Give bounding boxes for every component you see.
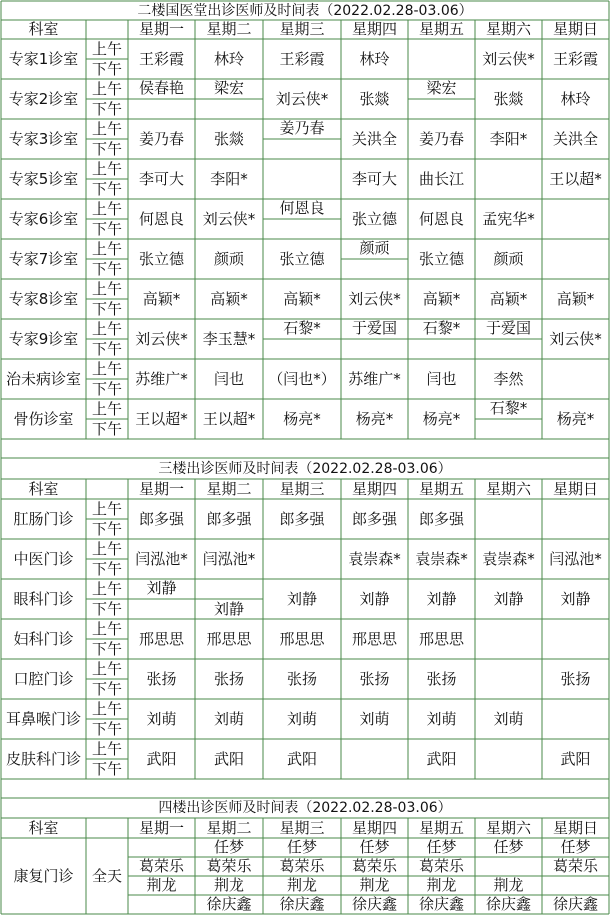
doctor-name: 姜乃春 <box>418 129 464 148</box>
doctor-name: 闫泓池* <box>135 549 188 568</box>
pm-label: 下午 <box>91 59 122 78</box>
doctor-name: 刘萌 <box>426 709 457 728</box>
doctor-name: 杨亮* <box>556 409 595 428</box>
doctor-name: 郎多强 <box>206 509 252 528</box>
doctor-name: 袁崇森* <box>348 549 401 568</box>
doctor-name: 刘云侠* <box>275 89 329 108</box>
doctor-name: 邢思思 <box>351 629 397 648</box>
doctor-name: 王以超* <box>202 409 256 428</box>
doctor-name: 刘静 <box>426 589 457 608</box>
doctor-name: 苏维广* <box>348 369 401 388</box>
doctor-name: 武阳 <box>213 749 244 768</box>
section2-title: 二楼国医堂出诊医师及时间表（2022.02.28-03.06） <box>137 2 473 19</box>
doctor-name: 徐庆鑫 <box>279 895 325 913</box>
pm-label: 下午 <box>91 379 122 398</box>
day-header: 星期一 <box>138 818 184 837</box>
pm-label: 下午 <box>91 559 122 578</box>
doctor-name-am: 颜顽 <box>359 238 390 257</box>
doctor-name: 徐庆鑫 <box>206 895 252 913</box>
doctor-name: 李可大 <box>138 169 184 188</box>
doctor-name: 张燚 <box>213 129 244 148</box>
doctor-name: 荆龙 <box>213 876 244 894</box>
am-label: 上午 <box>91 399 122 418</box>
doctor-name: 李阳* <box>210 169 248 188</box>
dept-name: 专家2诊室 <box>8 89 79 108</box>
am-label: 上午 <box>91 39 122 58</box>
am-label: 上午 <box>91 319 122 338</box>
pm-label: 下午 <box>91 759 122 778</box>
doctor-name: 葛荣乐 <box>418 857 464 875</box>
dept-column-header: 科室 <box>28 20 59 38</box>
doctor-name: 高颖* <box>142 289 181 308</box>
doctor-name: 刘云侠* <box>549 329 602 348</box>
pm-label: 下午 <box>91 639 122 658</box>
am-label: 上午 <box>91 119 122 138</box>
doctor-name: 张扬 <box>359 669 390 688</box>
doctor-name: 高颖* <box>422 289 461 308</box>
doctor-name: 刘萌 <box>213 709 244 728</box>
doctor-name: 高颖* <box>556 289 595 308</box>
doctor-name: 王彩霞 <box>279 49 325 68</box>
doctor-name: 张扬 <box>213 669 244 688</box>
doctor-name: 徐庆鑫 <box>351 895 397 913</box>
dept-name: 康复门诊 <box>13 866 74 885</box>
am-label: 上午 <box>91 159 122 178</box>
doctor-name: 何恩良 <box>138 209 184 228</box>
pm-label: 下午 <box>91 299 122 318</box>
day-header: 星期一 <box>138 479 184 498</box>
doctor-name: 颜顽 <box>213 249 244 268</box>
dept-name: 专家8诊室 <box>8 289 79 308</box>
doctor-name: 徐庆鑫 <box>552 895 598 913</box>
day-header: 星期日 <box>552 20 598 38</box>
doctor-name-pm: 刘静 <box>213 599 244 618</box>
doctor-name: 孟宪华* <box>482 209 535 228</box>
day-header: 星期日 <box>552 818 598 837</box>
doctor-name: 武阳 <box>560 749 591 768</box>
doctor-name: 邢思思 <box>206 629 252 648</box>
dept-name: 专家6诊室 <box>8 209 79 228</box>
doctor-name: 刘萌 <box>359 709 390 728</box>
doctor-name: 颜顽 <box>493 249 524 268</box>
pm-label: 下午 <box>91 599 122 618</box>
dept-name: 口腔门诊 <box>13 669 74 688</box>
pm-label: 下午 <box>91 139 122 158</box>
doctor-name: 荆龙 <box>286 876 317 894</box>
doctor-name: 张立德 <box>418 249 464 268</box>
doctor-name: 张立德 <box>138 249 184 268</box>
doctor-name: 高颖* <box>283 289 321 308</box>
day-header: 星期二 <box>206 818 252 837</box>
doctor-name: 闫泓池* <box>202 549 256 568</box>
dept-name: 专家5诊室 <box>8 169 79 188</box>
doctor-name: 郎多强 <box>138 509 184 528</box>
doctor-name: 杨亮* <box>422 409 461 428</box>
am-label: 上午 <box>91 499 122 518</box>
doctor-name: 刘萌 <box>146 709 177 728</box>
day-header: 星期四 <box>351 818 397 837</box>
doctor-name: 刘云侠* <box>135 329 188 348</box>
dept-name: 专家3诊室 <box>8 129 79 148</box>
dept-column-header: 科室 <box>28 818 59 837</box>
doctor-name: 武阳 <box>286 749 317 768</box>
am-label: 上午 <box>91 199 122 218</box>
doctor-name: 邢思思 <box>279 629 325 648</box>
doctor-name: 郎多强 <box>351 509 397 528</box>
am-label: 上午 <box>91 659 122 678</box>
day-header: 星期日 <box>552 479 598 498</box>
doctor-name: 刘云侠* <box>348 289 401 308</box>
pm-label: 下午 <box>91 179 122 198</box>
doctor-name-am: 何恩良 <box>279 198 325 217</box>
am-label: 上午 <box>91 79 122 98</box>
doctor-name: 高颖* <box>489 289 528 308</box>
doctor-name: 王彩霞 <box>138 49 184 68</box>
am-label: 上午 <box>91 699 122 718</box>
doctor-name: 李然 <box>493 369 524 388</box>
doctor-name: 刘云侠* <box>202 209 256 228</box>
dept-name: 眼科门诊 <box>13 589 74 608</box>
doctor-name: 任梦 <box>493 838 524 856</box>
doctor-name: 荆龙 <box>493 876 524 894</box>
dept-name: 皮肤科门诊 <box>5 749 81 768</box>
dept-name: 专家1诊室 <box>8 49 79 68</box>
doctor-name: 任梦 <box>286 838 317 856</box>
doctor-name: 荆龙 <box>359 876 390 894</box>
day-header: 星期三 <box>279 479 325 498</box>
doctor-name: 任梦 <box>426 838 457 856</box>
doctor-name: 张扬 <box>426 669 457 688</box>
dept-name: 中医门诊 <box>13 549 74 568</box>
doctor-name: 李可大 <box>351 169 397 188</box>
doctor-name-am: 刘静 <box>146 578 177 597</box>
doctor-name: 荆龙 <box>426 876 457 894</box>
doctor-name: 张燚 <box>493 89 524 108</box>
dept-column-header: 科室 <box>28 479 59 498</box>
doctor-name-am: 梁宏 <box>426 78 457 97</box>
doctor-name-am: 于爱国 <box>485 318 531 337</box>
doctor-name: 任梦 <box>560 838 591 856</box>
am-label: 上午 <box>91 359 122 378</box>
doctor-name: 王以超* <box>135 409 188 428</box>
doctor-name: 关洪全 <box>351 129 397 148</box>
doctor-name: 张立德 <box>279 249 325 268</box>
doctor-name: 任梦 <box>359 838 390 856</box>
doctor-name: 姜乃春 <box>138 129 184 148</box>
doctor-name: 刘云侠* <box>482 49 535 68</box>
doctor-name: 刘静 <box>359 589 390 608</box>
day-header: 星期五 <box>418 20 464 38</box>
day-header: 星期五 <box>418 479 464 498</box>
doctor-name: 杨亮* <box>283 409 321 428</box>
doctor-name: 曲长江 <box>418 169 464 188</box>
doctor-name-am: 姜乃春 <box>279 118 325 137</box>
doctor-name-am: 石黎* <box>489 398 528 417</box>
day-header: 星期四 <box>351 20 397 38</box>
doctor-name: 林玲 <box>359 49 390 68</box>
doctor-name: 闫也 <box>426 369 457 388</box>
allday-label: 全天 <box>91 866 122 885</box>
doctor-name-am: 石黎* <box>422 318 461 337</box>
doctor-name: 高颖* <box>210 289 248 308</box>
doctor-name-am: 侯春艳 <box>138 78 184 97</box>
doctor-name: 刘萌 <box>493 709 524 728</box>
pm-label: 下午 <box>91 679 122 698</box>
pm-label: 下午 <box>91 339 122 358</box>
section3-title: 三楼出诊医师及时间表（2022.02.28-03.06） <box>158 460 452 477</box>
dept-name: 耳鼻喉门诊 <box>5 709 81 728</box>
dept-name: 肛肠门诊 <box>13 509 74 528</box>
doctor-name: 刘静 <box>560 589 591 608</box>
doctor-name: 葛荣乐 <box>206 857 252 875</box>
pm-label: 下午 <box>91 519 122 538</box>
doctor-name: 闫泓池* <box>549 549 602 568</box>
pm-label: 下午 <box>91 719 122 738</box>
doctor-name: 邢思思 <box>418 629 464 648</box>
day-header: 星期五 <box>418 818 464 837</box>
doctor-name: 何恩良 <box>418 209 464 228</box>
pm-label: 下午 <box>91 419 122 438</box>
doctor-name: 武阳 <box>426 749 457 768</box>
doctor-name: （闫也*） <box>268 369 336 388</box>
am-label: 上午 <box>91 539 122 558</box>
doctor-name: 武阳 <box>146 749 177 768</box>
dept-name: 专家9诊室 <box>8 329 79 348</box>
day-header: 星期六 <box>485 479 531 498</box>
doctor-name: 闫也 <box>213 369 244 388</box>
day-header: 星期六 <box>485 818 531 837</box>
doctor-name: 徐庆鑫 <box>485 895 531 913</box>
day-header: 星期二 <box>206 20 252 38</box>
doctor-name: 邢思思 <box>138 629 184 648</box>
doctor-name: 葛荣乐 <box>279 857 325 875</box>
doctor-name: 李玉慧* <box>202 329 256 348</box>
doctor-name: 张扬 <box>560 669 591 688</box>
day-header: 星期二 <box>206 479 252 498</box>
doctor-name-am: 梁宏 <box>213 78 244 97</box>
dept-name: 治未病诊室 <box>5 369 81 388</box>
doctor-name: 张燚 <box>359 89 390 108</box>
dept-name: 妇科门诊 <box>13 629 74 648</box>
pm-label: 下午 <box>91 99 122 118</box>
am-label: 上午 <box>91 239 122 258</box>
section4-title: 四楼出诊医师及时间表（2022.02.28-03.06） <box>158 800 452 816</box>
am-label: 上午 <box>91 279 122 298</box>
am-label: 上午 <box>91 579 122 598</box>
doctor-name: 葛荣乐 <box>351 857 397 875</box>
doctor-name: 刘静 <box>493 589 524 608</box>
doctor-name: 郎多强 <box>279 509 325 528</box>
doctor-name: 李阳* <box>489 129 528 148</box>
doctor-name: 林玲 <box>213 49 244 68</box>
doctor-name: 袁崇森* <box>482 549 535 568</box>
doctor-name: 杨亮* <box>355 409 394 428</box>
am-label: 上午 <box>91 619 122 638</box>
doctor-name: 郎多强 <box>418 509 464 528</box>
doctor-name: 徐庆鑫 <box>418 895 464 913</box>
doctor-name: 任梦 <box>213 838 244 856</box>
doctor-name: 袁崇森* <box>415 549 468 568</box>
dept-name: 专家7诊室 <box>8 249 79 268</box>
doctor-name: 王以超* <box>549 169 602 188</box>
doctor-name: 荆龙 <box>146 876 177 894</box>
pm-label: 下午 <box>91 259 122 278</box>
doctor-name: 王彩霞 <box>552 49 598 68</box>
day-header: 星期三 <box>279 20 325 38</box>
doctor-name-am: 石黎* <box>283 318 321 337</box>
doctor-name: 张扬 <box>286 669 317 688</box>
doctor-name: 张立德 <box>351 209 397 228</box>
doctor-name: 林玲 <box>560 89 591 108</box>
day-header: 星期六 <box>485 20 531 38</box>
pm-label: 下午 <box>91 219 122 238</box>
day-header: 星期三 <box>279 818 325 837</box>
doctor-name-am: 于爱国 <box>351 318 397 337</box>
doctor-name: 苏维广* <box>135 369 188 388</box>
am-label: 上午 <box>91 739 122 758</box>
dept-name: 骨伤诊室 <box>13 409 74 428</box>
doctor-name: 刘萌 <box>286 709 317 728</box>
doctor-name: 刘静 <box>286 589 317 608</box>
day-header: 星期一 <box>138 20 184 38</box>
doctor-name: 关洪全 <box>552 129 598 148</box>
doctor-name: 张扬 <box>146 669 177 688</box>
day-header: 星期四 <box>351 479 397 498</box>
doctor-name: 葛荣乐 <box>138 857 184 875</box>
doctor-name: 葛荣乐 <box>552 857 598 875</box>
